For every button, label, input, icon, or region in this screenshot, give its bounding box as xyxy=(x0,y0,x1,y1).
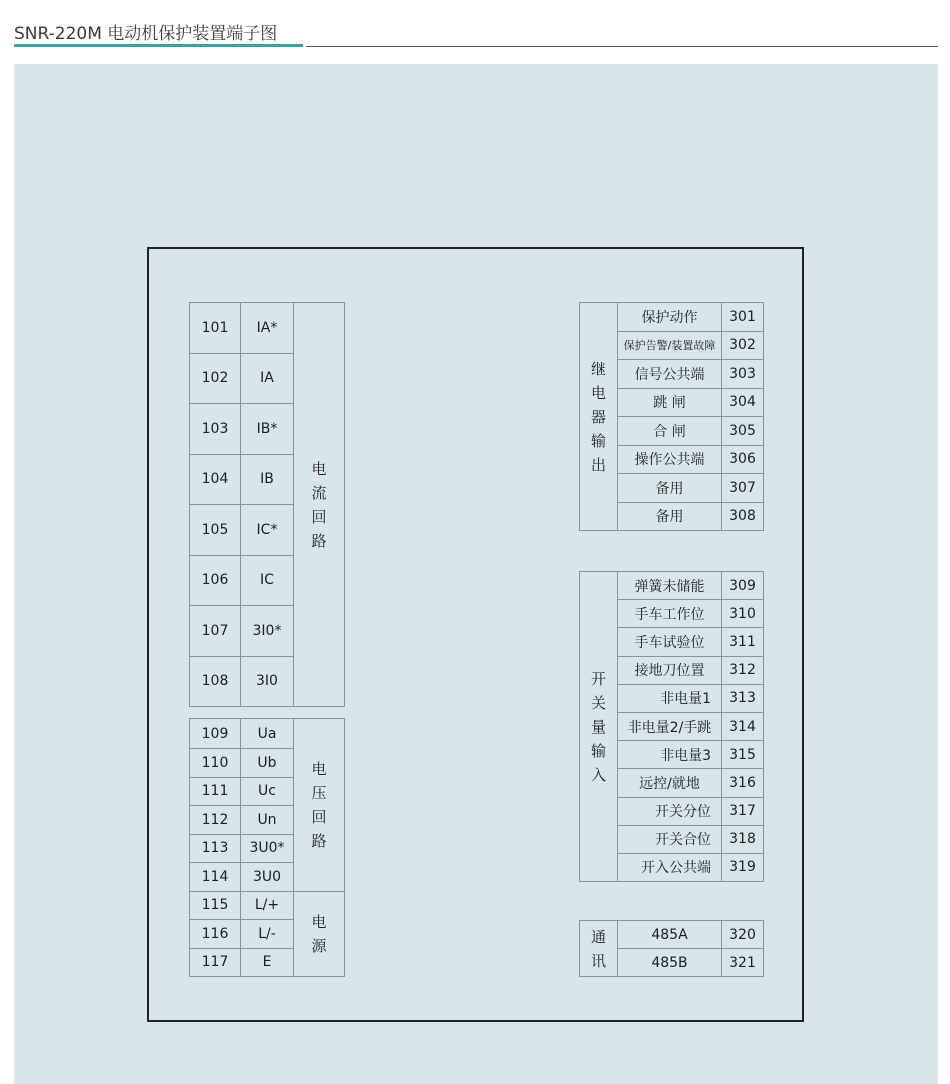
terminal-signal: IC xyxy=(241,555,294,606)
terminal-number: 106 xyxy=(190,555,241,606)
terminal-number: 105 xyxy=(190,505,241,556)
terminal-number: 312 xyxy=(722,656,764,684)
terminal-function: 开入公共端 xyxy=(618,853,722,881)
terminal-number: 107 xyxy=(190,606,241,657)
page-title: SNR-220M 电动机保护装置端子图 xyxy=(14,24,278,44)
terminal-signal: L/+ xyxy=(241,891,294,920)
terminal-number: 303 xyxy=(722,360,764,389)
terminal-function: 弹簧未储能 xyxy=(618,572,722,600)
voltage-loop-label xyxy=(294,719,345,892)
terminal-function: 非电量1 xyxy=(618,684,722,712)
terminal-number: 307 xyxy=(722,474,764,503)
terminal-signal: Ub xyxy=(241,749,294,778)
terminal-function: 保护告警/装置故障 xyxy=(618,331,722,360)
terminal-signal: 3I0* xyxy=(241,606,294,657)
terminal-number: 112 xyxy=(190,806,241,835)
terminal-function: 合 闸 xyxy=(618,417,722,446)
terminal-number: 310 xyxy=(722,600,764,628)
terminal-number: 311 xyxy=(722,628,764,656)
group-label-source: 开 关 量 输 入 xyxy=(590,669,606,784)
relay-output-table xyxy=(579,302,764,531)
group-label-source: 继 电 器 输 出 xyxy=(590,359,606,474)
terminal-number: 301 xyxy=(722,303,764,332)
terminal-number: 321 xyxy=(722,949,764,977)
terminal-signal: IA* xyxy=(241,303,294,354)
comm-table xyxy=(579,920,764,977)
terminal-number: 316 xyxy=(722,769,764,797)
terminal-number: 304 xyxy=(722,388,764,417)
relay-output-label xyxy=(580,303,618,531)
terminal-function: 备用 xyxy=(618,502,722,531)
terminal-number: 319 xyxy=(722,853,764,881)
terminal-function: 485A xyxy=(618,921,722,949)
terminal-row xyxy=(190,719,345,749)
terminal-number: 103 xyxy=(190,404,241,455)
terminal-row xyxy=(190,303,345,354)
terminal-number: 305 xyxy=(722,417,764,446)
terminal-function: 手车试验位 xyxy=(618,628,722,656)
group-label-source: 电 源 xyxy=(311,912,327,955)
terminal-signal: IA xyxy=(241,353,294,404)
terminal-number: 302 xyxy=(722,331,764,360)
terminal-number: 308 xyxy=(722,502,764,531)
terminal-function: 开关合位 xyxy=(618,825,722,853)
terminal-function: 非电量3 xyxy=(618,741,722,769)
terminal-row xyxy=(580,303,764,332)
group-label-source: 电 压 回 路 xyxy=(311,759,327,850)
terminal-number: 109 xyxy=(190,719,241,749)
terminal-number: 114 xyxy=(190,863,241,892)
terminal-function: 保护动作 xyxy=(618,303,722,332)
terminal-signal: Uc xyxy=(241,777,294,806)
title-accent-line xyxy=(14,44,303,47)
terminal-function: 远控/就地 xyxy=(618,769,722,797)
terminal-number: 102 xyxy=(190,353,241,404)
terminal-function: 485B xyxy=(618,949,722,977)
voltage-power-table xyxy=(189,718,345,977)
terminal-signal: IB xyxy=(241,454,294,505)
power-label xyxy=(294,891,345,977)
terminal-function: 信号公共端 xyxy=(618,360,722,389)
group-label-source: 电 流 回 路 xyxy=(311,459,327,550)
terminal-number: 315 xyxy=(722,741,764,769)
terminal-signal: 3U0 xyxy=(241,863,294,892)
terminal-number: 116 xyxy=(190,920,241,949)
terminal-function: 开关分位 xyxy=(618,797,722,825)
current-loop-label xyxy=(294,303,345,707)
terminal-function: 手车工作位 xyxy=(618,600,722,628)
terminal-number: 309 xyxy=(722,572,764,600)
terminal-signal: IB* xyxy=(241,404,294,455)
terminal-number: 104 xyxy=(190,454,241,505)
terminal-row xyxy=(190,891,345,920)
terminal-signal: 3I0 xyxy=(241,656,294,707)
current-loop-table xyxy=(189,302,345,707)
terminal-number: 115 xyxy=(190,891,241,920)
terminal-function: 跳 闸 xyxy=(618,388,722,417)
terminal-function: 操作公共端 xyxy=(618,445,722,474)
terminal-row xyxy=(580,921,764,949)
terminal-function: 备用 xyxy=(618,474,722,503)
terminal-signal: 3U0* xyxy=(241,834,294,863)
terminal-signal: Un xyxy=(241,806,294,835)
terminal-number: 317 xyxy=(722,797,764,825)
terminal-number: 108 xyxy=(190,656,241,707)
title-divider-line xyxy=(306,46,938,47)
comm-label xyxy=(580,921,618,977)
terminal-signal: E xyxy=(241,948,294,977)
terminal-number: 306 xyxy=(722,445,764,474)
terminal-row xyxy=(580,572,764,600)
terminal-signal: L/- xyxy=(241,920,294,949)
terminal-function: 接地刀位置 xyxy=(618,656,722,684)
terminal-signal: Ua xyxy=(241,719,294,749)
terminal-number: 113 xyxy=(190,834,241,863)
terminal-signal: IC* xyxy=(241,505,294,556)
terminal-number: 110 xyxy=(190,749,241,778)
switch-input-table xyxy=(579,571,764,882)
terminal-number: 320 xyxy=(722,921,764,949)
terminal-function: 非电量2/手跳 xyxy=(618,712,722,740)
terminal-number: 313 xyxy=(722,684,764,712)
terminal-number: 318 xyxy=(722,825,764,853)
terminal-number: 111 xyxy=(190,777,241,806)
switch-input-label xyxy=(580,572,618,882)
terminal-number: 314 xyxy=(722,712,764,740)
terminal-number: 117 xyxy=(190,948,241,977)
group-label-source: 通 讯 xyxy=(590,927,606,970)
terminal-number: 101 xyxy=(190,303,241,354)
